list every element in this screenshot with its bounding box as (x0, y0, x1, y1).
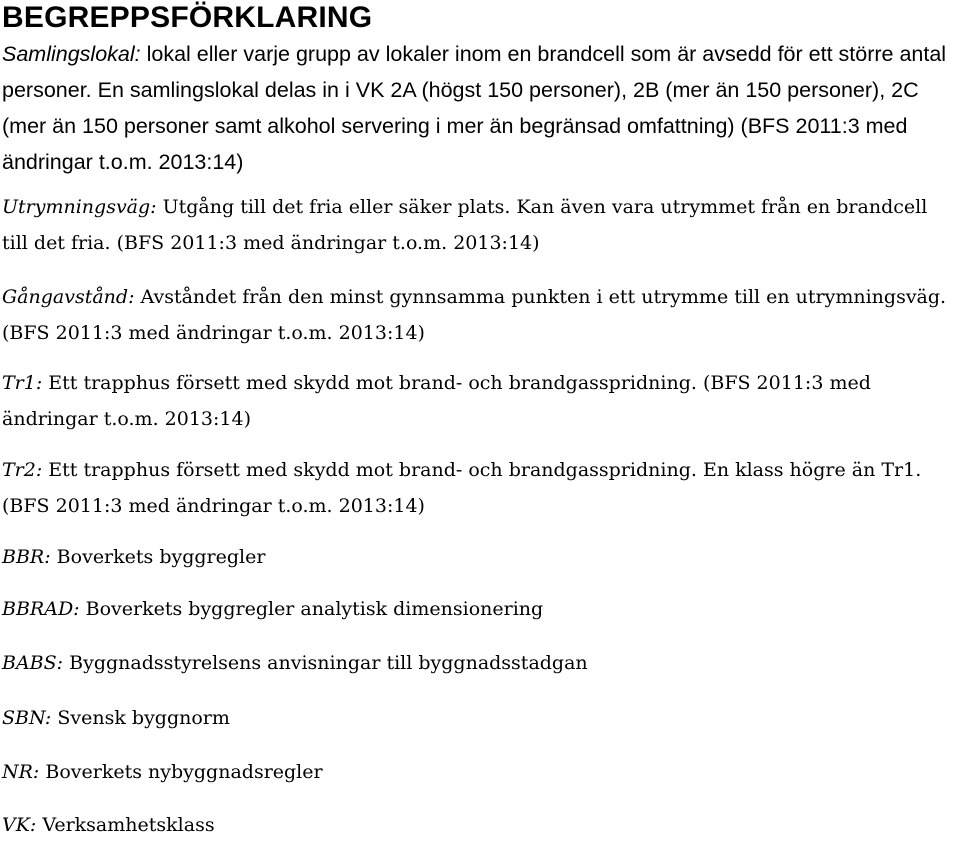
definition-tr2 (2, 452, 954, 524)
definition-term: BABS: (2, 652, 64, 674)
definition-samlingslokal (2, 36, 954, 180)
definition-term: BBRAD: (2, 598, 80, 620)
definition-term: SBN: (2, 707, 52, 729)
definition-text: lokal eller varje grupp av lokaler inom en brandcell som är avsedd för ett större antal personer. En samlingslokal delas in i VK 2A (högst 150 personer), 2B (mer än 150 personer), 2C (mer än 150 personer samt alkohol servering i mer än begränsad omfattning) (BFS 2011:3 med ändringar t.o.m. 2013:14) (2, 42, 947, 174)
definition-text: Ett trapphus försett med skydd mot brand- och brandgasspridning. (BFS 2011:3 med ändringar t.o.m. 2013:14) (2, 372, 871, 430)
definition-sbn (2, 700, 954, 736)
definition-text: Boverkets byggregler analytisk dimensionering (79, 598, 544, 620)
definition-term: VK: (2, 814, 37, 836)
definition-text: Svensk byggnorm (51, 707, 230, 729)
definition-term: Utrymningsväg: (2, 196, 157, 218)
definition-term: Samlingslokal: (2, 42, 141, 66)
definition-term: Gångavstånd: (2, 286, 135, 308)
definition-utrymningsvag (2, 189, 954, 261)
definition-term: BBR: (2, 546, 51, 568)
definition-bbrad (2, 591, 954, 627)
definition-text: Boverkets nybyggnadsregler (39, 761, 323, 783)
definition-text: Utgång till det fria eller säker plats. Kan även vara utrymmet från en brandcell till det fria. (BFS 2011:3 med ändringar t.o.m. 2013:14) (2, 196, 928, 254)
definition-term: NR: (2, 761, 40, 783)
definition-text: Verksamhetsklass (36, 814, 215, 836)
definition-babs (2, 645, 954, 681)
definition-term: Tr2: (2, 459, 43, 481)
definition-nr (2, 754, 954, 790)
definition-term: Tr1: (2, 372, 43, 394)
definition-text: Avståndet från den minst gynnsamma punkten i ett utrymme till en utrymningsväg. (BFS 2011:3 med ändringar t.o.m. 2013:14) (2, 286, 947, 344)
definition-gangavstand (2, 279, 954, 351)
definition-vk (2, 807, 954, 843)
definition-bbr (2, 539, 954, 575)
definition-tr1 (2, 365, 954, 437)
definition-text: Ett trapphus försett med skydd mot brand- och brandgasspridning. En klass högre än Tr1. (BFS 2011:3 med ändringar t.o.m. 2013:14) (2, 459, 922, 517)
page-title: BEGREPPSFÖRKLARING (2, 1, 373, 34)
definition-text: Boverkets byggregler (50, 546, 266, 568)
definition-text: Byggnadsstyrelsens anvisningar till byggnadsstadgan (63, 652, 588, 674)
